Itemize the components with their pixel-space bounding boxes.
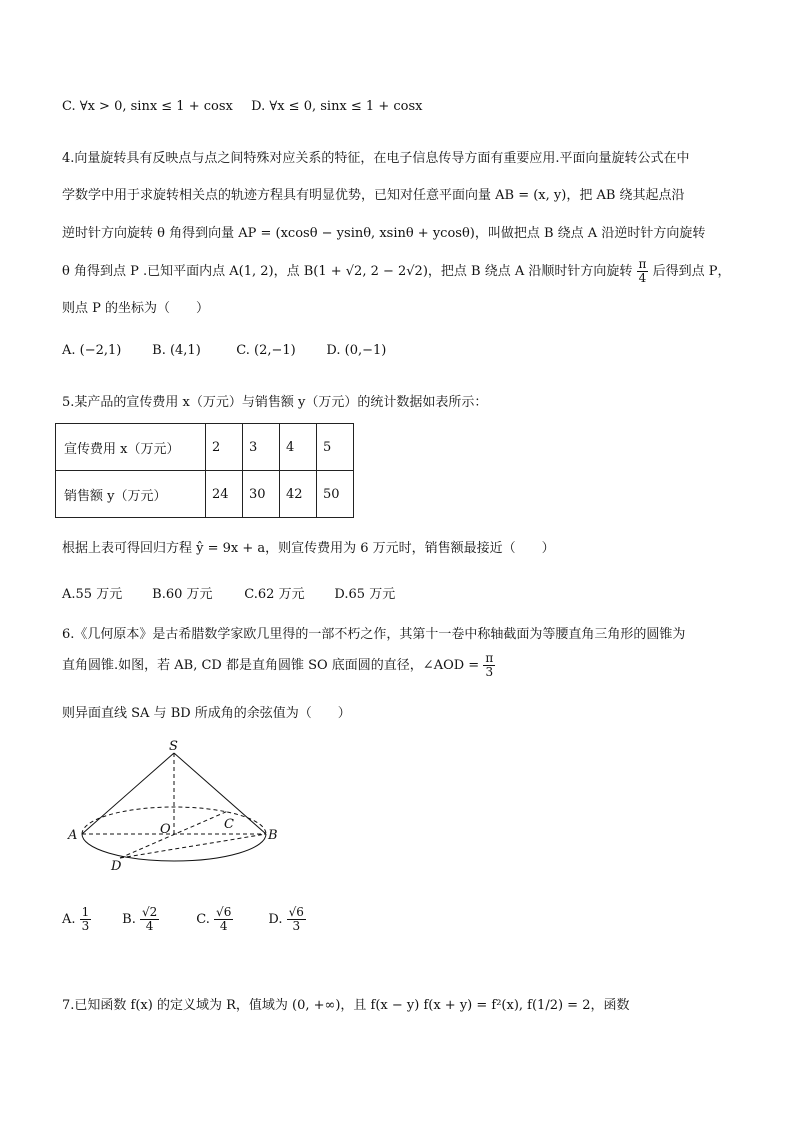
frac-den: 4 bbox=[145, 919, 154, 933]
table-cell: 30 bbox=[243, 471, 280, 518]
q3-options bbox=[62, 99, 422, 114]
q5-option-c: C.62 万元 bbox=[244, 587, 305, 602]
q6-frac-num: π bbox=[485, 651, 494, 665]
cone-edge-sb bbox=[174, 753, 266, 834]
q4-line-3: 逆时针方向旋转 θ 角得到向量 AP = (xcosθ − ysinθ, xsinθ + ycosθ)，叫做把点 B 绕点 A 沿逆时针方向旋转 bbox=[62, 226, 706, 241]
q6-option-d bbox=[268, 906, 306, 933]
q7-line-1: 7.已知函数 f(x) 的定义域为 R，值域为 (0, +∞)，且 f(x − y) f(x + y) = f²(x), f(1/2) = 2，函数 bbox=[62, 998, 630, 1013]
q4-frac-num: π bbox=[638, 257, 647, 271]
q5-option-a: A.55 万元 bbox=[62, 587, 123, 602]
option-fraction bbox=[140, 906, 159, 933]
table-cell: 42 bbox=[280, 471, 317, 518]
q6-line-2-text: 直角圆锥.如图，若 AB, CD 都是直角圆锥 SO 底面圆的直径，∠AOD = bbox=[62, 658, 480, 673]
q4-line-2: 学数学中用于求旋转相关点的轨迹方程具有明显优势，已知对任意平面向量 AB = (x, y)，把 AB 绕其起点沿 bbox=[62, 188, 685, 203]
q5-option-b: B.60 万元 bbox=[152, 587, 213, 602]
table-row bbox=[56, 424, 354, 471]
q3-option-c: C. ∀x > 0, sinx ≤ 1 + cosx bbox=[62, 99, 233, 114]
q4-line-4-text: θ 角得到点 P .已知平面内点 A(1, 2)，点 B(1 + √2, 2 − 2√2)，把点 B 绕点 A 沿顺时针方向旋转 bbox=[62, 264, 633, 279]
cone-figure bbox=[62, 738, 302, 878]
table-cell: 24 bbox=[206, 471, 243, 518]
option-letter: B. bbox=[122, 912, 136, 927]
q6-option-c bbox=[196, 906, 264, 933]
frac-den: 3 bbox=[292, 919, 301, 933]
frac-num: √2 bbox=[141, 905, 158, 919]
q4-line-1: 4.向量旋转具有反映点与点之间特殊对应关系的特征，在电子信息传导方面有重要应用.平面向量旋转公式在中 bbox=[62, 151, 690, 166]
q4-angle-fraction bbox=[637, 258, 649, 285]
frac-num: √6 bbox=[216, 905, 232, 919]
q6-line-3: 则异面直线 SA 与 BD 所成角的余弦值为（ ） bbox=[62, 706, 351, 721]
frac-num: 1 bbox=[81, 905, 90, 919]
q6-options bbox=[62, 906, 306, 933]
frac-den: 3 bbox=[81, 919, 90, 933]
q4-option-d: D. (0,−1) bbox=[326, 343, 387, 358]
q4-line-4-tail: 后得到点 P， bbox=[652, 264, 731, 279]
option-letter: C. bbox=[196, 912, 210, 927]
table-cell: 销售额 y（万元） bbox=[56, 471, 206, 518]
q4-option-c: C. (2,−1) bbox=[236, 343, 296, 358]
label-d: D bbox=[111, 859, 122, 874]
table-cell: 3 bbox=[243, 424, 280, 471]
frac-den: 4 bbox=[219, 919, 228, 933]
table-cell: 4 bbox=[280, 424, 317, 471]
q4-line-5: 则点 P 的坐标为（ ） bbox=[62, 301, 210, 316]
q5-option-d: D.65 万元 bbox=[334, 587, 396, 602]
label-b: B bbox=[268, 828, 278, 843]
label-s: S bbox=[169, 739, 178, 754]
table-cell: 50 bbox=[317, 471, 354, 518]
q4-options bbox=[62, 343, 386, 358]
table-cell: 宣传费用 x（万元） bbox=[56, 424, 206, 471]
q4-line-4 bbox=[62, 258, 730, 285]
q5-stats-table bbox=[55, 423, 354, 518]
q6-option-a bbox=[62, 906, 118, 933]
q4-option-a: A. (−2,1) bbox=[62, 343, 122, 358]
q4-frac-den: 4 bbox=[638, 271, 647, 285]
q6-frac-den: 3 bbox=[485, 665, 494, 679]
frac-num: √6 bbox=[288, 905, 304, 919]
q6-line-1: 6.《几何原本》是古希腊数学家欧几里得的一部不朽之作，其第十一卷中称轴截面为等腰直角三角形的圆锥为 bbox=[62, 627, 686, 642]
q4-option-b: B. (4,1) bbox=[152, 343, 201, 358]
q6-line-2 bbox=[62, 652, 495, 679]
table-cell: 5 bbox=[317, 424, 354, 471]
q6-option-b bbox=[122, 906, 192, 933]
segment-bd bbox=[120, 834, 266, 858]
table-row bbox=[56, 471, 354, 518]
q5-question: 根据上表可得回归方程 ŷ = 9x + a，则宣传费用为 6 万元时，销售额最接近（ ） bbox=[62, 541, 555, 556]
q3-option-d: D. ∀x ≤ 0, sinx ≤ 1 + cosx bbox=[251, 99, 423, 114]
q5-options bbox=[62, 583, 395, 602]
option-fraction bbox=[80, 906, 92, 933]
label-c: C bbox=[224, 817, 234, 832]
label-o: O bbox=[160, 822, 171, 837]
q5-intro: 5.某产品的宣传费用 x（万元）与销售额 y（万元）的统计数据如表所示： bbox=[62, 395, 488, 410]
q6-angle-fraction bbox=[483, 652, 495, 679]
label-a: A bbox=[68, 828, 78, 843]
option-fraction bbox=[287, 906, 306, 933]
option-letter: A. bbox=[62, 912, 76, 927]
table-cell: 2 bbox=[206, 424, 243, 471]
option-letter: D. bbox=[268, 912, 283, 927]
option-fraction bbox=[214, 906, 233, 933]
